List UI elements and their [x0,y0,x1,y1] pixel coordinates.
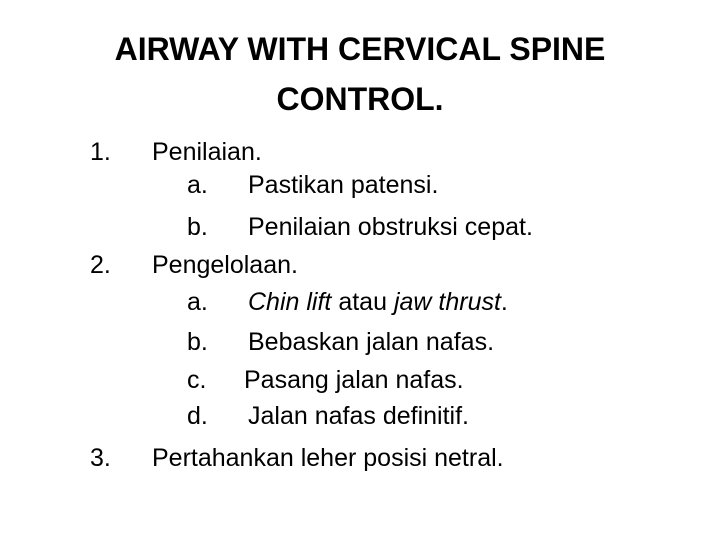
list-item-1b-text: Penilaian obstruksi cepat. [248,213,533,241]
list-item-2a-text [248,287,508,317]
list-item-2a-text-part-4: . [500,288,508,316]
list-item-1-label: Penilaian. [152,138,262,166]
list-item-3-number: 3. [90,444,111,472]
list-item-2a-text-part-3: jaw thrust [393,288,501,316]
slide-title-line-2: CONTROL. [276,81,444,117]
list-item-1a-letter: a. [187,171,208,199]
list-item-2c-letter: c. [187,366,207,394]
slide-title-line-1: AIRWAY WITH CERVICAL SPINE [114,31,606,67]
slide-title [60,24,660,124]
list-item-2d-text: Jalan nafas definitif. [248,402,469,430]
list-item-2a-letter: a. [187,288,208,316]
list-item-2b-text: Bebaskan jalan nafas. [248,328,495,356]
list-item-2a-text-part-2: atau [331,288,394,316]
list-item-1a-text: Pastikan patensi. [248,171,439,199]
list-item-3-label: Pertahankan leher posisi netral. [152,444,504,472]
list-item-2-number: 2. [90,251,111,279]
list-item-2-label: Pengelolaan. [152,251,298,279]
list-item-2c-text: Pasang jalan nafas. [244,366,464,394]
list-item-1-number: 1. [90,138,111,166]
list-item-1b-letter: b. [187,213,208,241]
list-item-2b-letter: b. [187,328,208,356]
list-item-2d-letter: d. [187,402,208,430]
list-item-2a-text-part-1: Chin lift [248,288,332,316]
